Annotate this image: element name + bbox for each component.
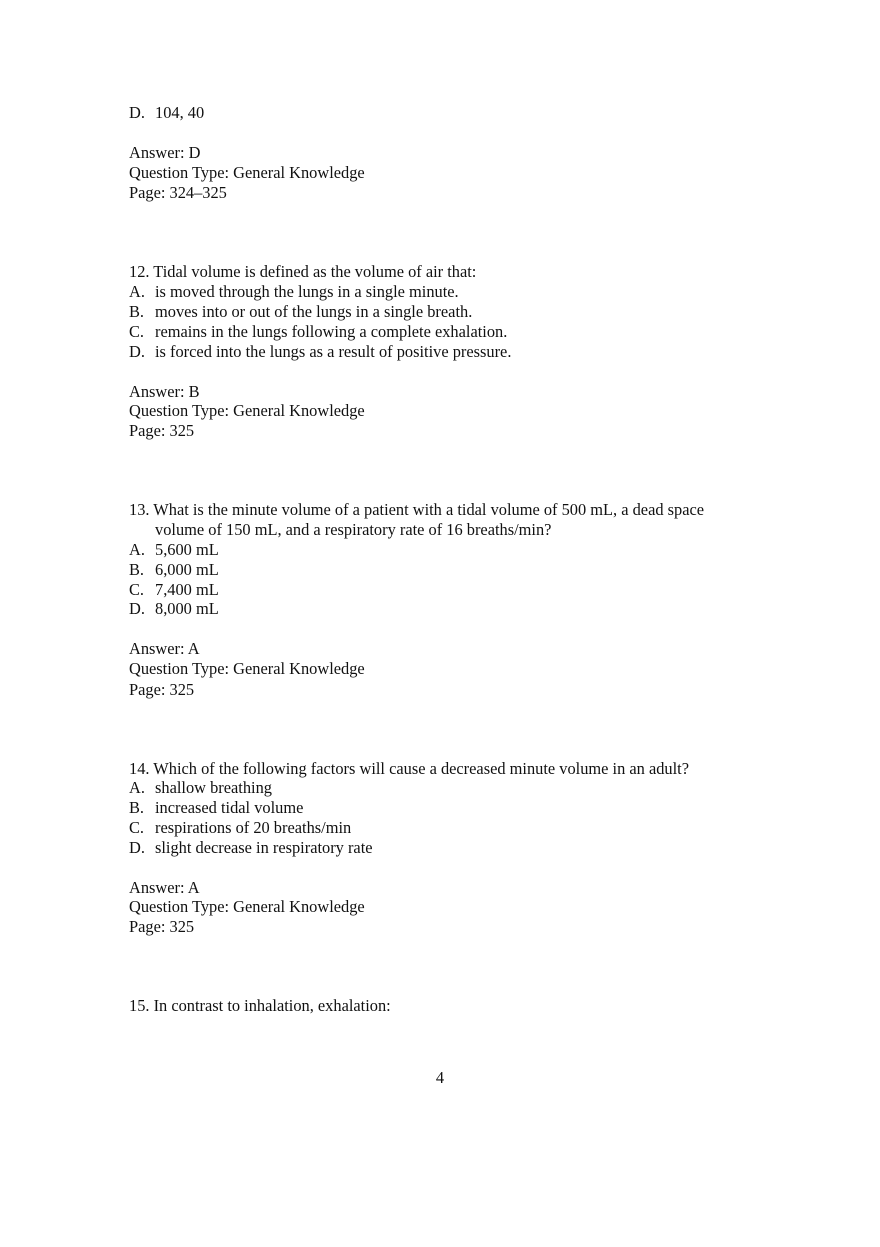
q12-page-ref: Page: 325 — [129, 421, 195, 440]
option-text: slight decrease in respiratory rate — [155, 838, 373, 857]
option-text: increased tidal volume — [155, 798, 304, 817]
q12-option-d — [129, 342, 511, 362]
option-letter: D. — [129, 342, 145, 361]
q15-stem: 15. In contrast to inhalation, exhalation: — [129, 996, 391, 1015]
q13-option-c — [129, 580, 219, 600]
q13-stem-line2: volume of 150 mL, and a respiratory rate of 16 breaths/min? — [155, 520, 552, 539]
q12-stem: 12. Tidal volume is defined as the volume of air that: — [129, 262, 477, 281]
q14-page-ref: Page: 325 — [129, 917, 195, 936]
option-text: respirations of 20 breaths/min — [155, 818, 352, 837]
option-text: 7,400 mL — [155, 580, 219, 599]
q14-option-c — [129, 818, 351, 838]
option-letter: B. — [129, 560, 145, 579]
q14-stem: 14. Which of the following factors will cause a decreased minute volume in an adult? — [129, 759, 689, 778]
q13-question-type: Question Type: General Knowledge — [129, 659, 365, 678]
q12-option-c — [129, 322, 507, 342]
option-text: 8,000 mL — [155, 599, 219, 618]
q12-question-type: Question Type: General Knowledge — [129, 401, 365, 420]
q12-answer: Answer: B — [129, 382, 200, 401]
page-number: 4 — [435, 1068, 445, 1087]
option-text: 104, 40 — [155, 103, 205, 122]
option-letter: D. — [129, 599, 145, 618]
q13-stem-line1: 13. What is the minute volume of a patient with a tidal volume of 500 mL, a dead space — [129, 500, 705, 519]
option-letter: A. — [129, 778, 145, 797]
prev-option-d — [129, 103, 204, 123]
q14-answer: Answer: A — [129, 878, 200, 897]
q12-option-b — [129, 302, 472, 322]
option-text: is moved through the lungs in a single minute. — [155, 282, 459, 301]
q13-option-a — [129, 540, 219, 560]
prev-question-type: Question Type: General Knowledge — [129, 163, 365, 182]
option-letter: C. — [129, 818, 145, 837]
option-text: 5,600 mL — [155, 540, 219, 559]
option-letter: C. — [129, 322, 145, 341]
option-text: moves into or out of the lungs in a single breath. — [155, 302, 473, 321]
option-letter: D. — [129, 103, 145, 122]
option-text: shallow breathing — [155, 778, 272, 797]
q14-question-type: Question Type: General Knowledge — [129, 897, 365, 916]
prev-page-ref: Page: 324–325 — [129, 183, 227, 202]
q14-option-b — [129, 798, 303, 818]
option-text: 6,000 mL — [155, 560, 219, 579]
q12-option-a — [129, 282, 459, 302]
prev-answer: Answer: D — [129, 143, 201, 162]
q13-option-b — [129, 560, 219, 580]
q14-option-d — [129, 838, 373, 858]
option-letter: B. — [129, 302, 145, 321]
option-letter: A. — [129, 282, 145, 301]
q13-answer: Answer: A — [129, 639, 200, 658]
option-text: remains in the lungs following a complete exhalation. — [155, 322, 508, 341]
option-text: is forced into the lungs as a result of positive pressure. — [155, 342, 512, 361]
q13-option-d — [129, 599, 219, 619]
q14-option-a — [129, 778, 272, 798]
q13-page-ref: Page: 325 — [129, 680, 195, 699]
option-letter: C. — [129, 580, 145, 599]
option-letter: A. — [129, 540, 145, 559]
option-letter: B. — [129, 798, 145, 817]
option-letter: D. — [129, 838, 145, 857]
